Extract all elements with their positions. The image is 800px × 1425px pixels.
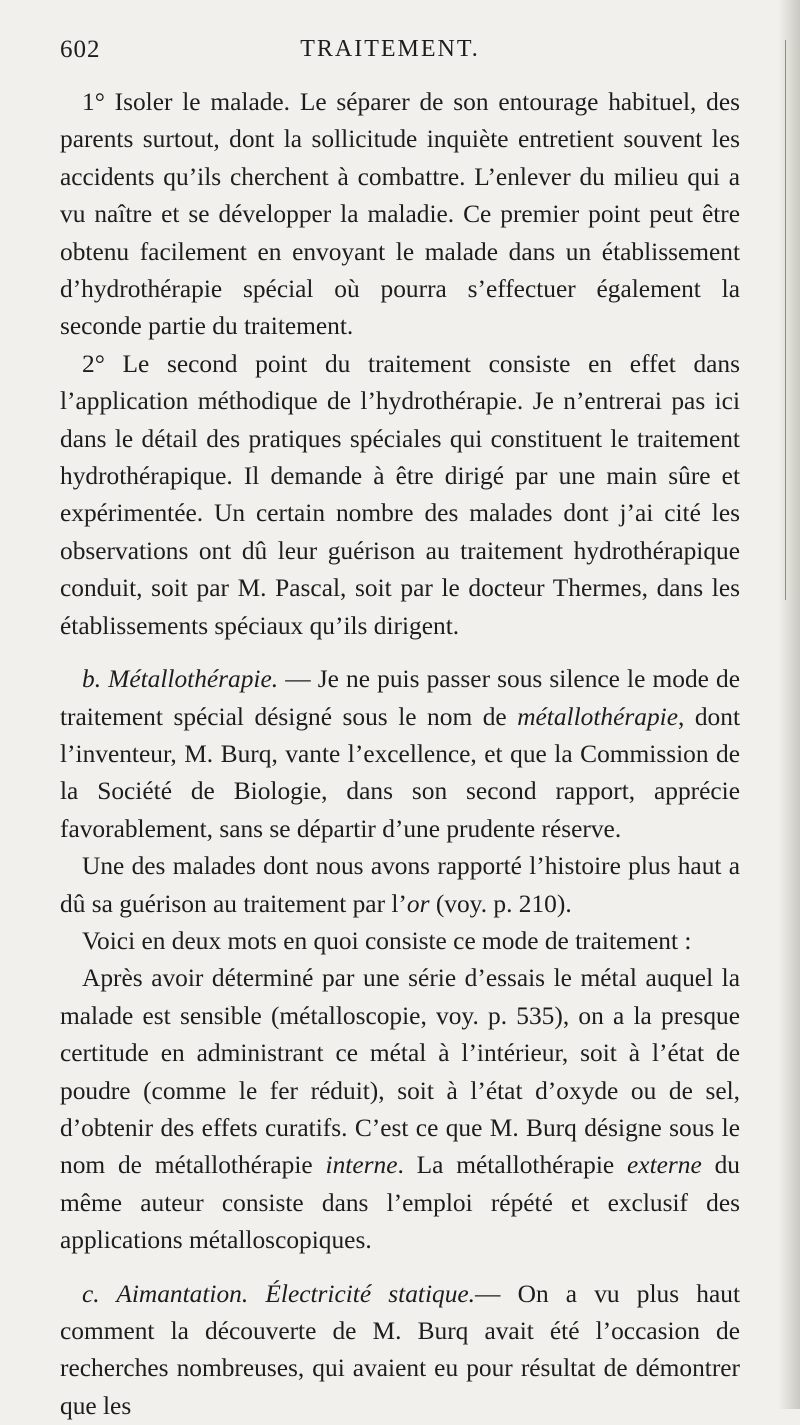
paragraph-text: — On a vu plus haut comment la découverte de M. Burq avait été l’occasion de recherches nombreuses, qui avaient eu pour résultat de démontrer que les <box>60 1279 740 1420</box>
paragraph-method <box>60 960 740 1259</box>
italic-term: externe <box>627 1151 702 1180</box>
page-number: 602 <box>60 36 101 63</box>
paragraph-text: 2° Le second point du traitement consiste en effet dans l’application méthodique de l’hydrothérapie. Je n’entrerai pas ici dans le détail des pratiques spéciales qui constituent le traitement hydrothérapique. Il demande à être dirigé par une main sûre et expérimentée. Un certain nombre des malades dont j’ai cité les observations ont dû leur guérison au traitement hydrothérapique conduit, soit par M. Pascal, soit par le docteur Thermes, dans les établissements spéciaux qu’ils dirigent. <box>60 349 740 640</box>
paragraph-text: 1° Isoler le malade. Le séparer de son entourage habituel, des parents surtout, dont la sollicitude inquiète entretient souvent les accidents qu’ils cherchent à combattre. L’enlever du milieu qui a vu naître et se développer la maladie. Ce premier point peut être obtenu facilement en envoyant le malade dans un établissement d’hydrothérapie spécial où pourra s’effectuer également la seconde partie du traitement. <box>60 88 740 341</box>
italic-term: métallothérapie <box>517 702 678 731</box>
paragraph-text: Une des malades dont nous avons rapporté l’histoire plus haut a dû sa guérison au traitement par l’ <box>60 852 740 918</box>
paragraph-metallotherapy <box>60 661 740 848</box>
page-body <box>60 84 740 1425</box>
italic-term: or <box>406 889 430 918</box>
paragraph-text: Après avoir déterminé par une série d’essais le métal auquel la malade est sensible (métalloscopie, voy. p. 535), on a la presque certitude en administrant ce métal à l’intérieur, soit à l’état de poudre (comme le fer réduit), soit à l’état d’oxyde ou de sel, d’obtenir des effets curatifs. C’est ce que M. Burq désigne sous le nom de métallothérapie <box>60 964 740 1180</box>
paragraph-hydrotherapy <box>60 346 740 645</box>
paragraph-text: , dont l’inventeur, M. Burq, vante l’excellence, et que la Commission de la Société de Biologie, dans son second rapport, apprécie favorablement, sans se départir d’une prudente réserve. <box>60 702 740 843</box>
italic-term: interne <box>325 1151 398 1180</box>
page-header <box>60 36 720 76</box>
paragraph-summary-intro <box>60 923 740 960</box>
paragraph-text: du même auteur consiste dans l’emploi répété et exclusif des applications métalloscopiques. <box>60 1151 740 1255</box>
running-head: TRAITEMENT. <box>300 36 480 62</box>
paragraph-text: (voy. p. 210). <box>429 889 572 918</box>
paragraph-text: — Je ne puis passer sous silence le mode de traitement spécial désigné sous le nom de <box>60 665 740 731</box>
paragraph-isolation <box>60 84 740 346</box>
page-edge-line <box>785 40 786 600</box>
paragraph-gold-treatment <box>60 848 740 923</box>
section-title-magnetization: c. Aimantation. Électricité statique. <box>82 1279 476 1308</box>
paragraph-text: Voici en deux mots en quoi consiste ce mode de traitement : <box>82 926 692 955</box>
paragraph-text: . La métallothérapie <box>397 1151 628 1180</box>
page-edge-shadow <box>778 0 800 1409</box>
section-title-metallotherapy: b. Métallothérapie. <box>82 665 279 694</box>
paragraph-magnetization <box>60 1276 740 1425</box>
